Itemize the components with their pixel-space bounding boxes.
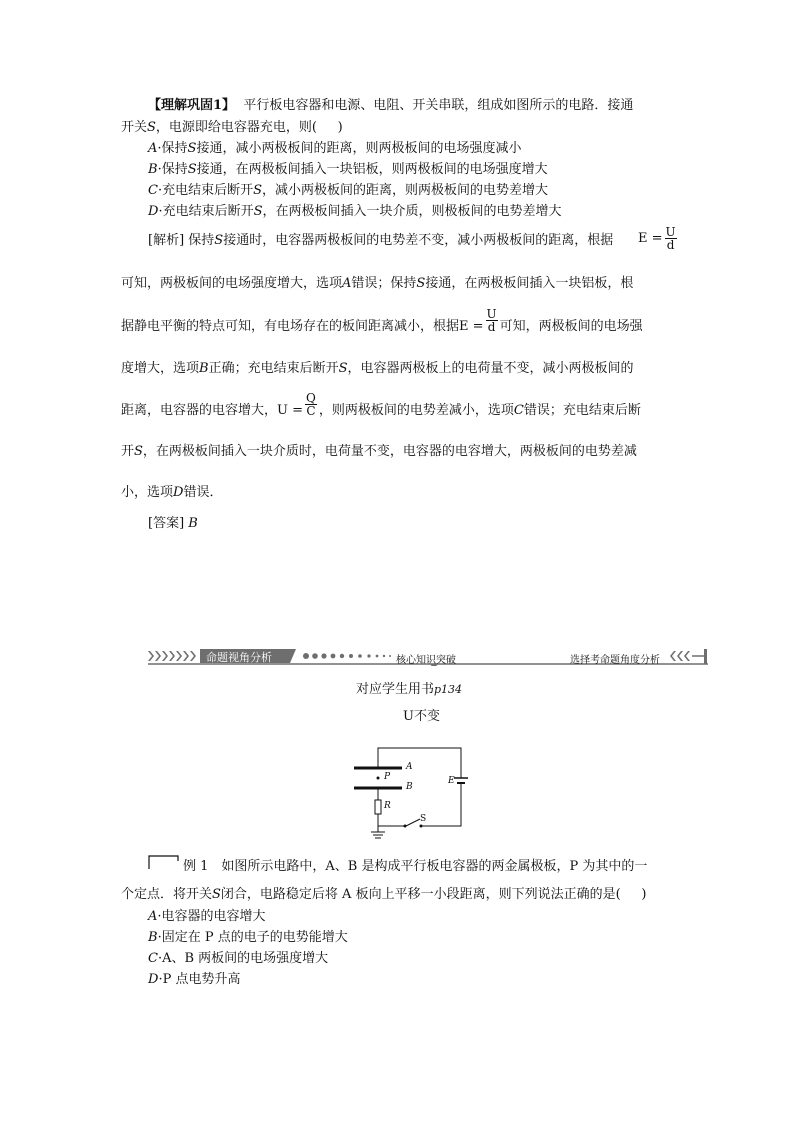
label-s: S bbox=[420, 814, 427, 824]
analysis-text: 可知，两极板间的电场强度增大，选项 bbox=[121, 276, 343, 291]
option-letter: A bbox=[342, 276, 352, 291]
analysis-text: 度增大，选项 bbox=[121, 361, 200, 376]
analysis-text: 距离，电容器的电容增大， bbox=[121, 403, 278, 418]
denominator: C bbox=[306, 404, 316, 418]
example-text: 闭合，电路稳定后将 A 板向上平移一小段距离，则下列说法正确的是( bbox=[220, 887, 621, 902]
option-text: ·P 点电势升高 bbox=[158, 972, 241, 987]
practice-tag: 【理解巩固1】 bbox=[148, 98, 236, 113]
practice-stem-line2 bbox=[121, 120, 343, 136]
example-stem-line2 bbox=[121, 887, 646, 903]
var-s: S bbox=[147, 120, 156, 135]
stem-text: ，电源即给电容器充电，则( bbox=[155, 120, 317, 135]
reference-page: p134 bbox=[434, 683, 463, 696]
answer-label: [答案] bbox=[148, 516, 185, 531]
var-s: S bbox=[214, 233, 224, 248]
analysis-text: 开 bbox=[121, 444, 135, 459]
formula-lhs: E = bbox=[459, 319, 484, 334]
option-text: ·保持 bbox=[157, 141, 188, 156]
denominator: d bbox=[666, 238, 675, 252]
point-p bbox=[377, 777, 380, 780]
analysis-line7 bbox=[121, 485, 222, 501]
practice-option-d bbox=[148, 204, 562, 220]
option-letter: C bbox=[148, 951, 158, 966]
fraction bbox=[305, 392, 317, 417]
analysis-text: 据静电平衡的特点可知，有电场存在的板间距离减小，根据 bbox=[121, 319, 460, 334]
analysis-text: 错误；充电结束后断 bbox=[523, 403, 641, 418]
option-text: ·固定在 P 点的电子的电势能增大 bbox=[157, 930, 348, 945]
analysis-line3 bbox=[121, 307, 643, 335]
example-stem-line1: 例 1 如图所示电路中，A、B 是构成平行板电容器的两金属极板，P 为其中的一 bbox=[183, 859, 648, 874]
practice-option-b bbox=[148, 162, 548, 178]
option-letter: C bbox=[513, 403, 524, 418]
analysis-text: 小，选项 bbox=[121, 485, 174, 500]
banner-center-label: 核心知识突破 bbox=[396, 655, 456, 666]
var-s: S bbox=[187, 141, 197, 156]
chevrons-right-icon bbox=[670, 651, 690, 661]
option-text: 接通，减小两极板间的距离，则两极板间的电场强度减小 bbox=[196, 141, 522, 156]
stem-text: ) bbox=[337, 120, 343, 135]
formula-e-u-d bbox=[638, 226, 679, 251]
label-r: R bbox=[384, 801, 391, 811]
analysis-text: 正确；充电结束后断开 bbox=[208, 361, 339, 376]
formula-lhs: E = bbox=[638, 231, 663, 246]
var-s: S bbox=[338, 361, 348, 376]
option-text: ，减小两极板间的距离，则两极板间的电势差增大 bbox=[262, 183, 549, 198]
option-text: ·保持 bbox=[157, 162, 188, 177]
practice-stem-text: 平行板电容器和电源、电阻、开关串联，组成如图所示的电路．接通 bbox=[243, 98, 634, 113]
var-s: S bbox=[212, 887, 221, 902]
analysis-text: [解析] 保持 bbox=[148, 233, 215, 248]
banner-right-label: 选择考命题角度分析 bbox=[570, 655, 660, 666]
example-option-b bbox=[148, 930, 348, 946]
option-text: ·充电结束后断开 bbox=[158, 204, 254, 219]
practice-option-c bbox=[148, 183, 548, 199]
var-s: S bbox=[134, 444, 143, 459]
var-s: S bbox=[253, 204, 263, 219]
option-letter: D bbox=[148, 972, 159, 987]
analysis-text: 接通，在两极板间插入一块铝板，根 bbox=[425, 276, 634, 291]
label-b: B bbox=[406, 782, 413, 792]
fraction bbox=[486, 308, 498, 333]
formula-lhs: U = bbox=[277, 403, 303, 418]
option-text: ·电容器的电容增大 bbox=[157, 909, 266, 924]
denominator: d bbox=[487, 320, 496, 334]
practice-option-a bbox=[148, 141, 521, 157]
circuit-diagram bbox=[340, 740, 470, 840]
stem-text: 开关 bbox=[121, 120, 148, 135]
option-letter: C bbox=[148, 183, 158, 198]
option-letter: B bbox=[148, 162, 158, 177]
circuit-svg bbox=[340, 740, 470, 840]
option-text: 接通，在两极板间插入一块铝板，则两极板间的电场强度增大 bbox=[196, 162, 548, 177]
option-letter: B bbox=[148, 930, 158, 945]
option-letter: A bbox=[148, 909, 158, 924]
var-s: S bbox=[416, 276, 426, 291]
analysis-text: 可知，两极板间的电场强 bbox=[499, 319, 643, 334]
example-text: 个定点．将开关 bbox=[121, 887, 213, 902]
option-text: ，在两极板间插入一块介质，则极板间的电势差增大 bbox=[262, 204, 562, 219]
label-e: E bbox=[448, 776, 455, 786]
section-banner bbox=[148, 648, 708, 666]
reference-line bbox=[356, 682, 462, 698]
option-letter: D bbox=[148, 204, 159, 219]
subtitle: U不变 bbox=[403, 709, 440, 724]
option-text: ·A、B 两板间的电场强度增大 bbox=[157, 951, 329, 966]
analysis-text: ，电容器两极板上的电荷量不变，减小两极板间的 bbox=[347, 361, 634, 376]
answer-line bbox=[148, 516, 198, 532]
example-text: ) bbox=[641, 887, 647, 902]
analysis-text: ，在两极板间插入一块介质时，电荷量不变，电容器的电容增大，两极板间的电势差减 bbox=[142, 444, 637, 459]
numerator: U bbox=[665, 225, 676, 239]
practice-stem-line1 bbox=[148, 98, 633, 114]
var-s: S bbox=[253, 183, 262, 198]
analysis-line5 bbox=[121, 391, 641, 419]
fraction bbox=[665, 226, 677, 251]
analysis-text: ，则两极板间的电势差减小，选项 bbox=[318, 403, 514, 418]
analysis-line1 bbox=[148, 233, 613, 249]
banner-left-label: 命题视角分析 bbox=[206, 651, 272, 664]
analysis-text: 错误． bbox=[183, 485, 223, 500]
example-option-a bbox=[148, 909, 266, 925]
numerator: Q bbox=[306, 391, 316, 405]
analysis-line6 bbox=[121, 444, 637, 460]
example-option-c bbox=[148, 951, 328, 967]
var-s: S bbox=[187, 162, 197, 177]
analysis-line2 bbox=[121, 276, 633, 292]
analysis-line4 bbox=[121, 361, 634, 377]
answer-value: B bbox=[188, 516, 198, 531]
analysis-text: 接通时，电容器两极板间的电势差不变，减小两极板间的距离，根据 bbox=[223, 233, 614, 248]
reference-text: 对应学生用书 bbox=[356, 682, 435, 697]
analysis-text: 错误；保持 bbox=[351, 276, 417, 291]
option-text: ·充电结束后断开 bbox=[157, 183, 254, 198]
label-p: P bbox=[384, 772, 391, 782]
option-letter: B bbox=[199, 361, 209, 376]
numerator: U bbox=[486, 307, 497, 321]
example-option-d bbox=[148, 972, 240, 988]
option-letter: D bbox=[173, 485, 184, 500]
option-letter: A bbox=[148, 141, 158, 156]
dots-icon bbox=[303, 653, 391, 659]
label-a: A bbox=[406, 762, 413, 772]
example-marker-icon bbox=[148, 855, 180, 870]
chevrons-left-icon bbox=[148, 651, 196, 661]
